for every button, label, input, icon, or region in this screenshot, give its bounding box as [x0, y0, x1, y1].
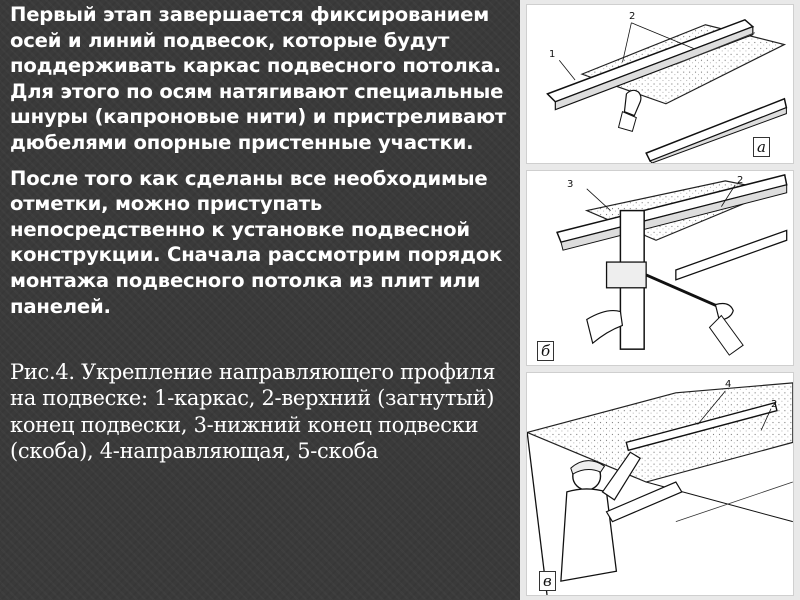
callout-label: 2 [629, 11, 636, 22]
callout-label: 2 [771, 399, 778, 410]
slide-text [10, 2, 515, 464]
figure-panel-c [526, 372, 794, 596]
figure-caption: Рис.4. Укрепление направляющего профиля на подвеске: 1-каркас, 2-верхний (загнутый) конец подвески, 3-нижний конец подвески (скоба), 4-направляющая, 5-скоба [10, 360, 496, 463]
callout-label: 2 [737, 175, 744, 186]
paragraph-stage-one: Первый этап завершается фиксированием осей и линий подвесок, которые будут поддерживать каркас подвесного потолка. Для этого по осям натягивают специальные шнуры (капроновые нити) и пристреливают дюбелями опорные пристенные участки. [10, 3, 506, 154]
callout-label: 3 [567, 179, 574, 190]
figure-illustrations [520, 0, 800, 600]
panel-letter: а [753, 137, 770, 157]
ceiling-frame-drawing-c [527, 373, 793, 595]
figure-panel-b [526, 170, 794, 366]
paragraph-installation: После того как сделаны все необходимые отметки, можно приступать непосредственно к установке подвесной конструкции. Сначала рассмотрим порядок монтажа подвесного потолка из плит или панелей. [10, 166, 503, 318]
panel-letter: б [537, 341, 554, 361]
callout-label: 4 [725, 379, 732, 390]
callout-label: 1 [549, 49, 556, 60]
ceiling-frame-drawing-b [527, 171, 793, 365]
panel-letter: в [539, 571, 556, 591]
figure-panel-a [526, 4, 794, 164]
